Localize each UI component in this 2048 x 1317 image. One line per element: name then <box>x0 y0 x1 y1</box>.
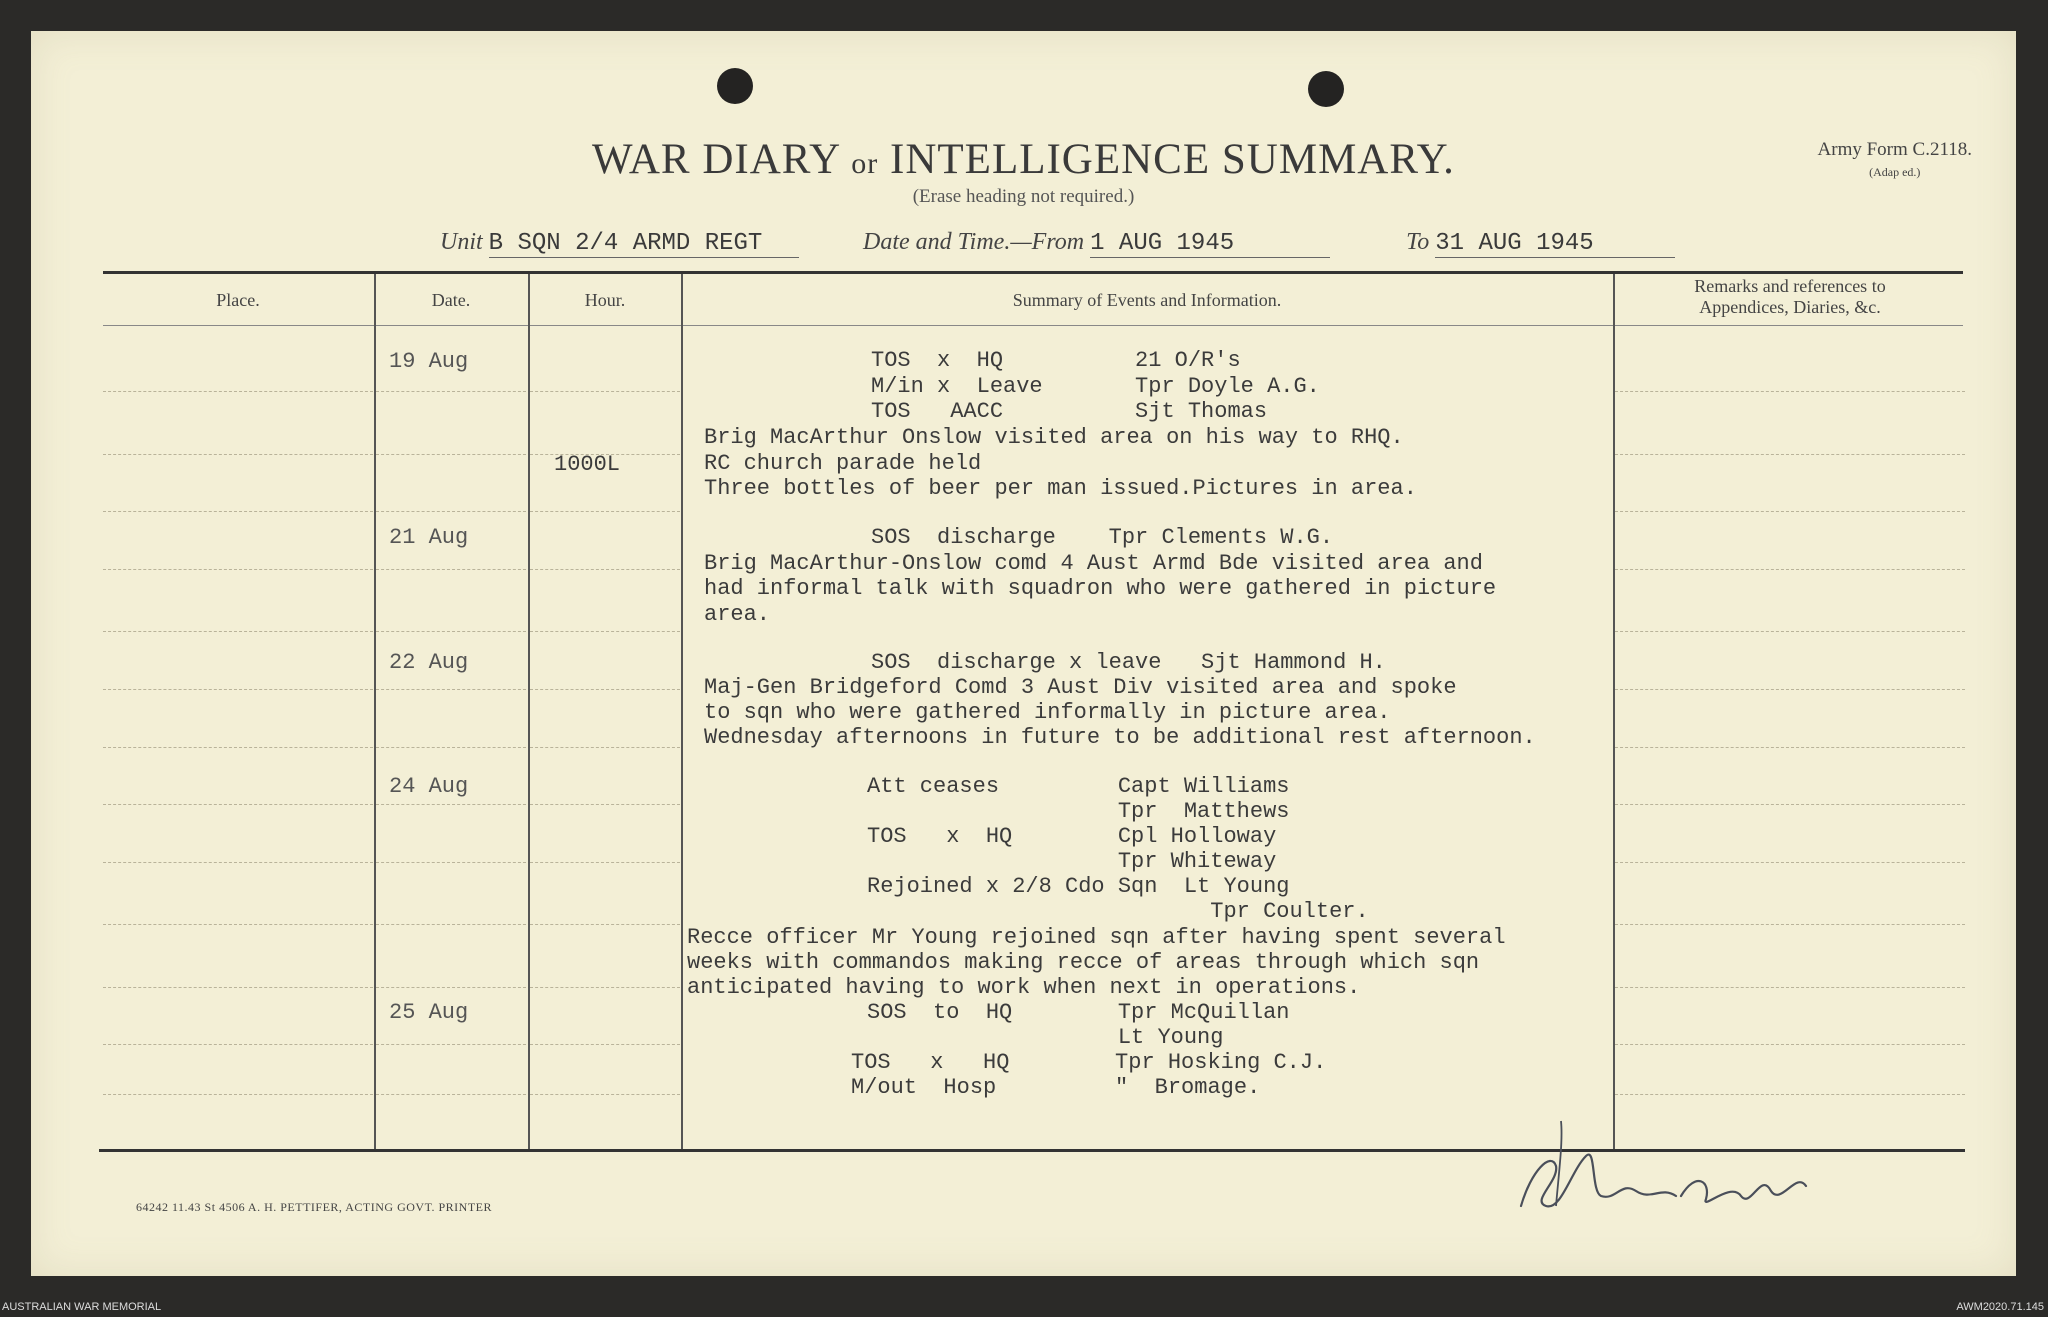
summary-line: area. <box>704 602 771 627</box>
ruled-line <box>530 569 680 570</box>
summary-line: weeks with commandos making recce of areas through which sqn <box>687 950 1480 975</box>
from-date: 1 AUG 1945 <box>1090 230 1330 258</box>
ruled-line <box>103 987 373 988</box>
punch-hole <box>717 68 753 104</box>
summary-line: Tpr Matthews <box>867 799 1290 824</box>
summary-line: Maj-Gen Bridgeford Comd 3 Aust Div visited area and spoke <box>704 675 1457 700</box>
date-entry: 21 Aug <box>389 525 469 550</box>
summary-line: Att ceases Capt Williams <box>867 774 1290 799</box>
ruled-line <box>530 1044 680 1045</box>
signature <box>1501 1111 1841 1241</box>
ruled-line <box>103 1094 373 1095</box>
col-divider <box>528 274 530 1149</box>
date-range-line: Date and Time.—From 1 AUG 1945 To 31 AUG 1945 <box>863 229 1675 258</box>
summary-line: Wednesday afternoons in future to be additional rest afternoon. <box>704 725 1536 750</box>
col-divider <box>1613 274 1615 1149</box>
ruled-line <box>376 1044 526 1045</box>
ruled-line <box>376 1094 526 1095</box>
summary-line: M/out Hosp " Bromage. <box>851 1075 1261 1100</box>
ruled-line <box>530 391 680 392</box>
col-header-place: Place. <box>216 290 260 310</box>
ruled-line <box>530 747 680 748</box>
summary-line: TOS x HQ Tpr Hosking C.J. <box>851 1050 1327 1075</box>
ruled-line <box>530 511 680 512</box>
summary-line: had informal talk with squadron who were gathered in picture <box>704 576 1497 601</box>
date-entry: 19 Aug <box>389 349 469 374</box>
form-subtitle: (Erase heading not required.) <box>912 186 1135 207</box>
hour-entry: 1000L <box>554 452 621 477</box>
ruled-line <box>103 569 373 570</box>
unit-line: Unit B SQN 2/4 ARMD REGT <box>440 229 799 258</box>
header-rule <box>103 325 1963 326</box>
ruled-line <box>103 454 373 455</box>
ruled-line <box>376 862 526 863</box>
ruled-line <box>1615 924 1965 925</box>
ruled-line <box>376 689 526 690</box>
ruled-line <box>103 804 373 805</box>
summary-line: TOS x HQ Cpl Holloway <box>867 824 1277 849</box>
summary-line: Rejoined x 2/8 Cdo Sqn Lt Young <box>867 874 1290 899</box>
summary-line: Lt Young <box>867 1025 1224 1050</box>
archive-credit: AUSTRALIAN WAR MEMORIAL <box>2 1301 162 1313</box>
ruled-line <box>1615 569 1965 570</box>
col-header-remarks: Remarks and references to Appendices, Diaries, &c. <box>1694 276 1886 317</box>
ruled-line <box>1615 747 1965 748</box>
ruled-line <box>530 689 680 690</box>
printer-footer: 64242 11.43 St 4506 A. H. PETTIFER, ACTING GOVT. PRINTER <box>136 1200 493 1214</box>
summary-line: Three bottles of beer per man issued.Pictures in area. <box>704 476 1417 501</box>
col-divider <box>681 274 683 1149</box>
ruled-line <box>530 1094 680 1095</box>
ruled-line <box>1615 987 1965 988</box>
ruled-line <box>376 454 526 455</box>
ruled-line <box>530 804 680 805</box>
ruled-line <box>103 747 373 748</box>
ruled-line <box>103 631 373 632</box>
summary-line: Recce officer Mr Young rejoined sqn after having spent several <box>687 925 1506 950</box>
summary-line: RC church parade held <box>704 451 982 476</box>
ruled-line <box>1615 689 1965 690</box>
ruled-line <box>376 511 526 512</box>
col-divider <box>374 274 376 1149</box>
summary-line: SOS to HQ Tpr McQuillan <box>867 1000 1290 1025</box>
col-header-date: Date. <box>431 290 471 310</box>
ruled-line <box>376 569 526 570</box>
col-header-summary: Summary of Events and Information. <box>1012 290 1282 310</box>
ruled-line <box>1615 1094 1965 1095</box>
date-entry: 25 Aug <box>389 1000 469 1025</box>
ruled-line <box>1615 1044 1965 1045</box>
army-form-number: Army Form C.2118. (Adap ed.) <box>1817 139 1972 179</box>
ruled-line <box>103 862 373 863</box>
ruled-line <box>530 631 680 632</box>
ruled-line <box>376 987 526 988</box>
summary-line: SOS discharge Tpr Clements W.G. <box>871 525 1334 550</box>
summary-line: TOS x HQ 21 O/R's <box>871 348 1241 373</box>
ruled-line <box>530 987 680 988</box>
ruled-line <box>376 747 526 748</box>
ruled-line <box>1615 862 1965 863</box>
summary-line: M/in x Leave Tpr Doyle A.G. <box>871 374 1320 399</box>
summary-line: TOS AACC Sjt Thomas <box>871 399 1268 424</box>
summary-line: Brig MacArthur-Onslow comd 4 Aust Armd Bde visited area and <box>704 551 1483 576</box>
ruled-line <box>376 924 526 925</box>
ruled-line <box>1615 511 1965 512</box>
ruled-line <box>1615 804 1965 805</box>
summary-line: SOS discharge x leave Sjt Hammond H. <box>871 650 1386 675</box>
to-date: 31 AUG 1945 <box>1435 230 1675 258</box>
summary-line: Brig MacArthur Onslow visited area on his way to RHQ. <box>704 425 1404 450</box>
form-title: WAR DIARY or INTELLIGENCE SUMMARY. <box>592 136 1455 183</box>
date-entry: 24 Aug <box>389 774 469 799</box>
ruled-line <box>1615 454 1965 455</box>
archive-reference: AWM2020.71.145 <box>1956 1301 2044 1313</box>
ruled-line <box>376 804 526 805</box>
punch-hole <box>1308 71 1344 107</box>
summary-line: anticipated having to work when next in operations. <box>687 975 1361 1000</box>
ruled-line <box>103 511 373 512</box>
col-header-hour: Hour. <box>584 290 626 310</box>
ruled-line <box>103 1044 373 1045</box>
ruled-line <box>103 924 373 925</box>
summary-line: Tpr Coulter. <box>867 899 1369 924</box>
unit-value: B SQN 2/4 ARMD REGT <box>489 230 799 258</box>
ruled-line <box>1615 631 1965 632</box>
ruled-line <box>376 631 526 632</box>
ruled-line <box>530 862 680 863</box>
ruled-line <box>530 924 680 925</box>
date-entry: 22 Aug <box>389 650 469 675</box>
table-top-rule <box>103 271 1963 274</box>
ruled-line <box>376 391 526 392</box>
ruled-line <box>103 391 373 392</box>
summary-line: to sqn who were gathered informally in picture area. <box>704 700 1391 725</box>
war-diary-sheet <box>31 31 2016 1276</box>
ruled-line <box>1615 391 1965 392</box>
ruled-line <box>103 689 373 690</box>
summary-line: Tpr Whiteway <box>867 849 1277 874</box>
